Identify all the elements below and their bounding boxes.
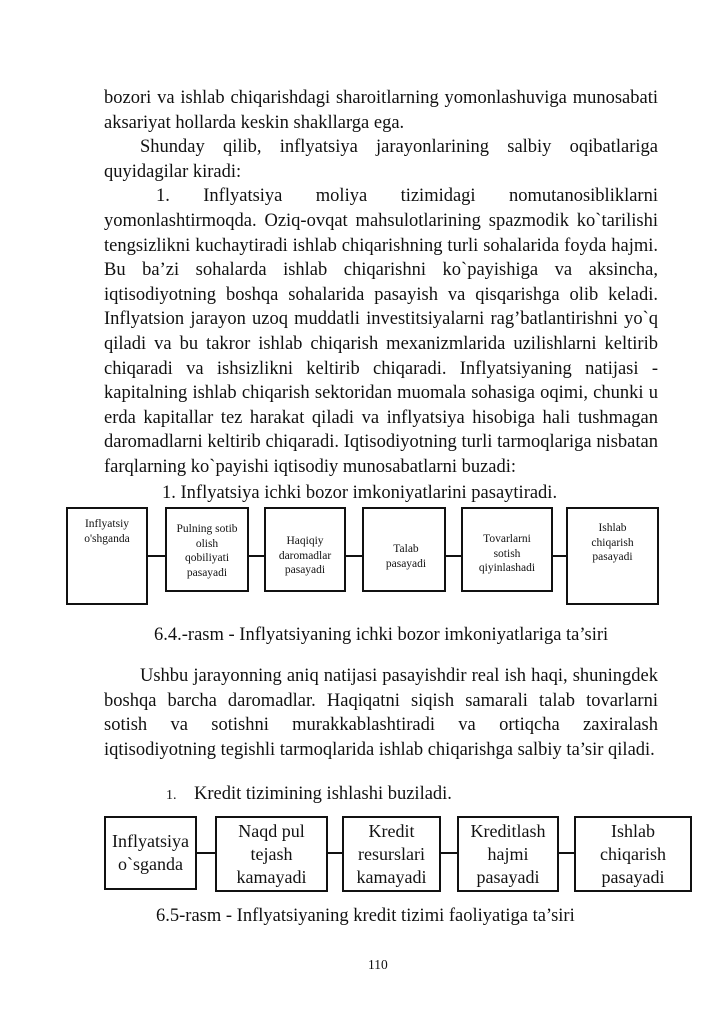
section-heading-1: 1. Inflyatsiya ichki bozor imkoniyatlarini pasaytiradi. bbox=[162, 483, 558, 503]
diagram1-box-6-text: Ishlab chiqarish pasayadi bbox=[591, 522, 634, 563]
diagram1-box-5 bbox=[461, 507, 553, 592]
section-heading-2 bbox=[166, 782, 452, 808]
diagram2-connector-1 bbox=[196, 852, 216, 854]
diagram1-box-6 bbox=[566, 507, 659, 605]
diagram1-box-3 bbox=[264, 507, 346, 592]
diagram2-box-5-text: Ishlab chiqarish pasayadi bbox=[600, 820, 666, 887]
diagram1-box-3-text: Haqiqiy daromadlar pasayadi bbox=[278, 535, 332, 576]
paragraph-3: 1. Inflyatsiya moliya tizimidagi nomutanosibliklarni yomonlashtirmoqda. Oziq-ovqat mahsulotlarining spazmodik ko`tarilishi tengsizlikni kuchaytiradi ishlab chiqarishning turli sohalarida foyda hajmi. Bu ba’zi sohalarda ishlab chiqarishni ko`payishiga va aksincha, iqtisodiyotning boshqa sohalarida pasayish va qisqarishga olib keladi. Inflyatsion jarayon uzoq muddatli investitsiyalarni rag’batlantirishni yo`q qiladi va bu takror ishlab chiqarish mexanizmlarida uzilishlarni keltirib chiqaradi va ishsizlikni keltirib chiqaradi. Inflyatsiyaning natijasi - kapitalning ishlab chiqarish sektoridan muomala sohasiga oqimi, chunki u erda kapitallar tez harakat qiladi va inflyatsiya hisobiga hali tushmagan daromadlarni keltirib chiqaradi. Iqtisodiyotning turli tarmoqlariga nisbatan farqlarning ko`payishi iqtisodiy munosabatlarni buzadi: bbox=[104, 186, 658, 477]
diagram1-box-4-text: Talab pasayadi bbox=[385, 543, 427, 570]
diagram1-box-1 bbox=[66, 507, 148, 605]
diagram1-box-1-text: Inflyatsiy o'shganda bbox=[84, 518, 130, 545]
diagram2-connector-2 bbox=[327, 852, 343, 854]
paragraph-4: Ushbu jarayonning aniq natijasi pasayishdir real ish haqi, shuningdek boshqa barcha daromadlar. Haqiqatni siqish samarali talab tovarlarni sotish va sotishni murakkablashtiradi va ortiqcha zaxiralash iqtisodiyotning tegishli tarmoqlarida ishlab chiqarishga salbiy ta’sir qiladi. bbox=[104, 666, 658, 760]
body-text-middle bbox=[104, 664, 658, 762]
paragraph-2: Shunday qilib, inflyatsiya jarayonlarining salbiy oqibatlariga quyidagilar kiradi: bbox=[104, 137, 658, 182]
diagram2-box-1 bbox=[104, 816, 197, 890]
diagram2-connector-4 bbox=[558, 852, 575, 854]
page-number: 110 bbox=[368, 957, 388, 972]
heading-2-text: Kredit tizimining ishlashi buziladi. bbox=[194, 784, 452, 804]
diagram2-box-5 bbox=[574, 816, 692, 892]
diagram2-box-4 bbox=[457, 816, 559, 892]
figure-caption-6-5: 6.5-rasm - Inflyatsiyaning kredit tizimi faoliyatiga ta’siri bbox=[156, 906, 575, 926]
body-text-top bbox=[104, 86, 658, 480]
figure-caption-6-4: 6.4.-rasm - Inflyatsiyaning ichki bozor imkoniyatlariga ta’siri bbox=[154, 625, 609, 645]
diagram2-box-3 bbox=[342, 816, 441, 892]
diagram2-box-4-text: Kreditlash hajmi pasayadi bbox=[470, 820, 546, 887]
paragraph-1: bozori va ishlab chiqarishdagi sharoitlarning yomonlashuviga munosabati aksariyat hollarda keskin shakllarga ega. bbox=[104, 88, 658, 133]
diagram2-box-3-text: Kredit resurslari kamayadi bbox=[356, 820, 427, 887]
heading-2-number: 1. bbox=[166, 788, 177, 803]
diagram1-box-2-text: Pulning sotib olish qobiliyati pasayadi bbox=[176, 523, 238, 579]
diagram2-box-1-text: Inflyatsiya o`sganda bbox=[112, 831, 189, 874]
diagram2-connector-3 bbox=[440, 852, 458, 854]
diagram1-box-4 bbox=[362, 507, 446, 592]
diagram1-box-2 bbox=[165, 507, 249, 592]
diagram1-box-5-text: Tovarlarni sotish qiyinlashadi bbox=[478, 533, 536, 574]
diagram2-box-2-text: Naqd pul tejash kamayadi bbox=[236, 820, 307, 887]
diagram2-box-2 bbox=[215, 816, 328, 892]
